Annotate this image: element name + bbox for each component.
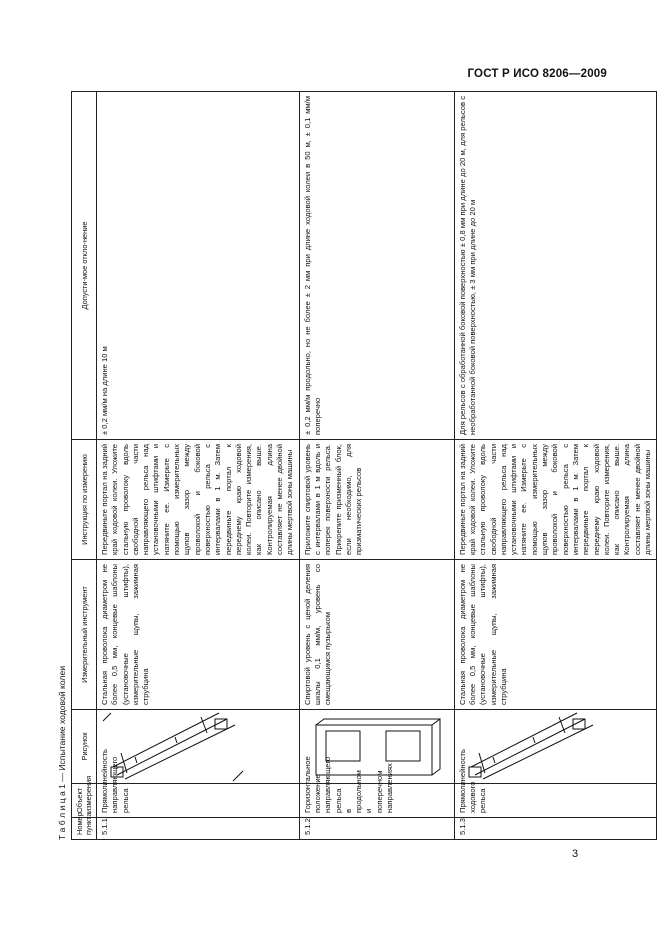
table-caption: Т а б л и ц а 1 — Испытание ходовой колеи [57,665,67,840]
row-instrument: Спиртовой уровень с ценой деления шкалы 0,1 мм/м, уровень со смещающимся пузырьком [299,560,454,710]
page-number: 3 [572,848,579,860]
row-instrument: Стальная проволока диаметром не более 0,5 мм, концевые шаблоны (установочные штифты), измерительные щупы, зажимная струбцина [454,560,657,710]
row-tolerance: Для рельсов с обработанной боковой поверхностью ± 0,8 мм при длине до 20 м, для рельсов с необработанной боковой поверхностью, ± 3 мм при длине до 20 м [454,92,657,440]
row-instruction: Передвиньте портал на задний край ходовой колеи. Уложите стальную проволоку вдоль свободной части направляющего рельса над установочными штифтами и натяните ее. Измерьте с помощью измерительных щупов зазор между проволокой и боковой поверхностью рельса с интервалами в 1 м. Затем передвиньте портал к переднему краю ходовой колеи. Повторите измерения, как описано выше. Контролируемая длина составляет не менее двойной длины мертвой зоны машины [97,440,300,560]
row-instrument: Стальная проволока диаметром не более 0,5 мм, концевые шаблоны (установочные штифты), измерительные щупы, зажимная струбцина [97,560,300,710]
table-header-row [72,92,97,840]
row-number: 5.1.2 [299,818,454,840]
rail-wire-drawing [455,711,605,783]
row-number: 5.1.3 [454,818,657,840]
table-row [97,92,300,840]
row-instruction: Приложите спиртовой уровень с интервалами в 1 м вдоль и поперек поверхности рельса. Прикрепите призменный блок, если необходимо, для призматических рельсов [299,440,454,560]
header-instrument: Измерительный инструмент [72,560,97,710]
row-number: 5.1.1 [97,818,300,840]
header-object: Объект измерения [72,784,97,818]
header-instruction: Инструкция по измерению [72,440,97,560]
table-row [454,92,657,840]
header-number: Номер пункта [72,818,97,840]
row-object: Прямолинейность направляющего рельса [97,784,300,818]
track-test-table [71,91,657,840]
header-tolerance: Допусти-мое откло-нение [72,92,97,440]
rail-wire-figure [454,710,657,784]
row-object: Прямолинейность ходового рельса [454,784,657,818]
rail-wire-drawing [97,711,247,783]
header-figure: Рисунок [72,710,97,784]
row-tolerance: ± 0,2 мм/м продольно, но не более ± 2 мм при длине ходовой колеи в 50 м, ± 0,1 мм/м поперечно [299,92,454,440]
row-tolerance: ± 0,2 мм/м на длине 10 м [97,92,300,440]
document-code: ГОСТ Р ИСО 8206—2009 [467,68,607,80]
rail-wire-figure [97,710,300,784]
row-instruction: Передвиньте портал на задний край ходовой колеи. Уложите стальную проволоку вдоль свободной части направляющего рельса над установочными штифтами и натяните ее. Измерьте с помощью измерительных щупов зазор между проволокой и боковой поверхностью рельса с интервалами в 1 м. Затем передвиньте портал к переднему краю ходовой колеи. Повторите измерения, как описано выше. Контролируемая длина составляет не менее двойной длины мертвой зоны машины [454,440,657,560]
rotated-table-container [57,92,652,840]
table-row [299,92,454,840]
row-object: Горизонтальное положение направляющего рельса в продольном и поперечном направлениях [299,784,454,818]
